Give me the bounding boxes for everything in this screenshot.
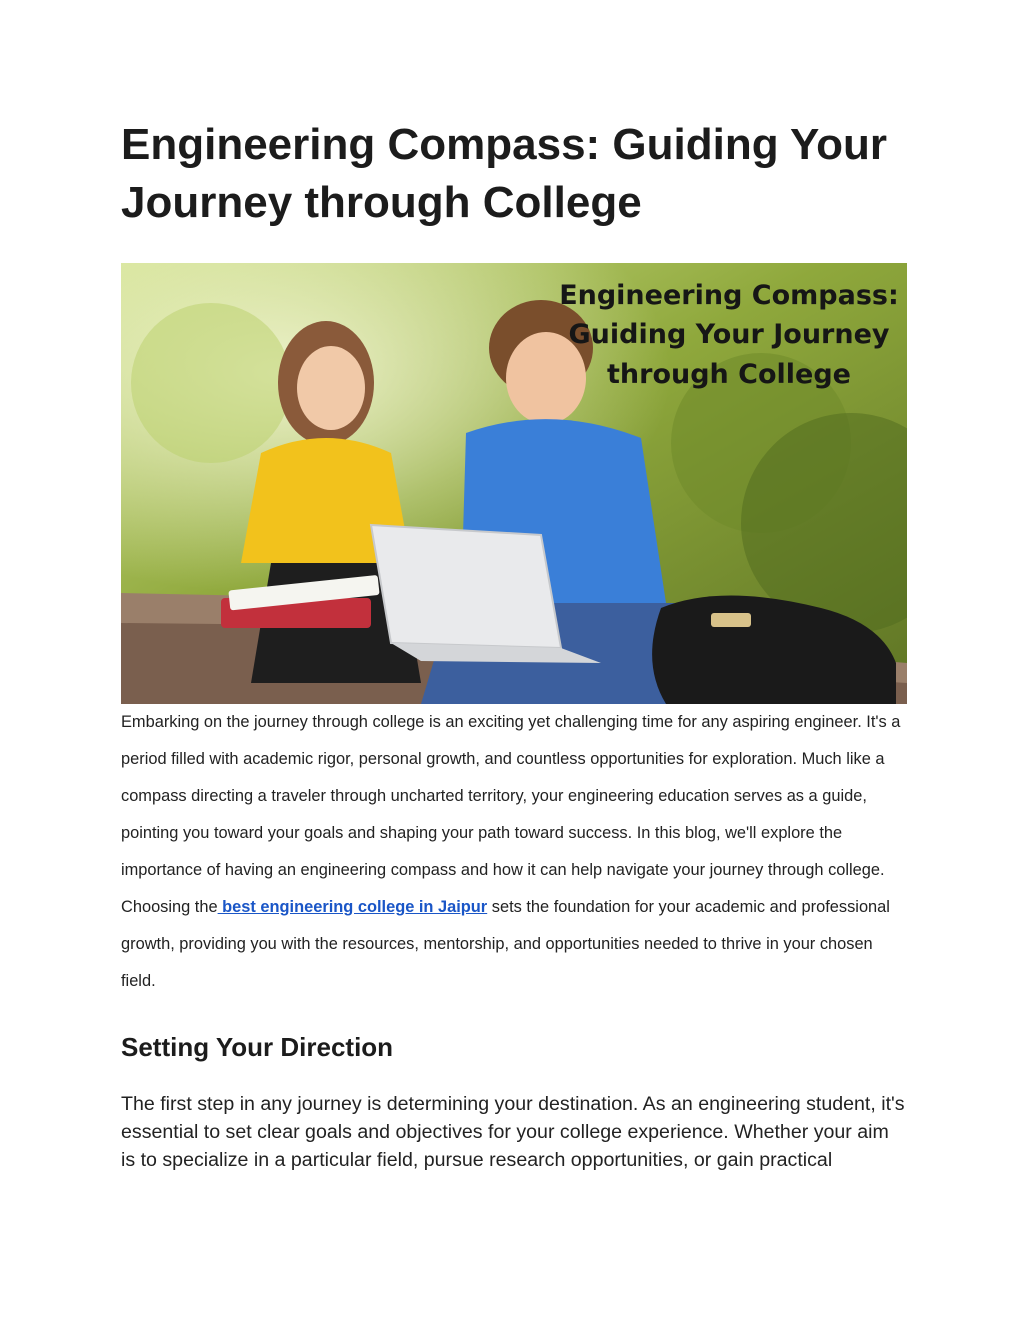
hero-caption-line3: through College <box>607 359 851 390</box>
hero-image <box>121 263 907 704</box>
hero-illustration <box>121 263 907 704</box>
intro-paragraph <box>121 704 907 1000</box>
hero-caption-line2: Guiding Your Journey <box>568 319 890 350</box>
intro-text-start: Embarking on the journey through college is an exciting yet challenging time for any aspiring engineer. It's a period filled with academic rigor, personal growth, and countless opportunities for exploration. Much like a compass directing a traveler through uncharted territory, your engineering education serves as a guide, pointing you toward your goals and shaping your path toward success. In this blog, we'll explore the importance of having an engineering compass and how it can help navigate your journey through college. Choosing the <box>121 713 901 916</box>
hero-caption-line1: Engineering Compass: <box>559 280 899 311</box>
best-engineering-college-link[interactable]: best engineering college in Jaipur <box>217 898 488 916</box>
section-heading: Setting Your Direction <box>121 1032 394 1062</box>
section-paragraph: The first step in any journey is determining your destination. As an engineering student, it's essential to set clear goals and objectives for your college experience. Whether your aim is to specialize in a particular field, pursue research opportunities, or gain practical <box>121 1093 905 1171</box>
article-title: Engineering Compass: Guiding Your Journey through College <box>121 120 887 227</box>
intro-text-end: sets the foundation for your academic and professional growth, providing you with the resources, mentorship, and opportunities needed to thrive in your chosen field. <box>121 898 890 990</box>
